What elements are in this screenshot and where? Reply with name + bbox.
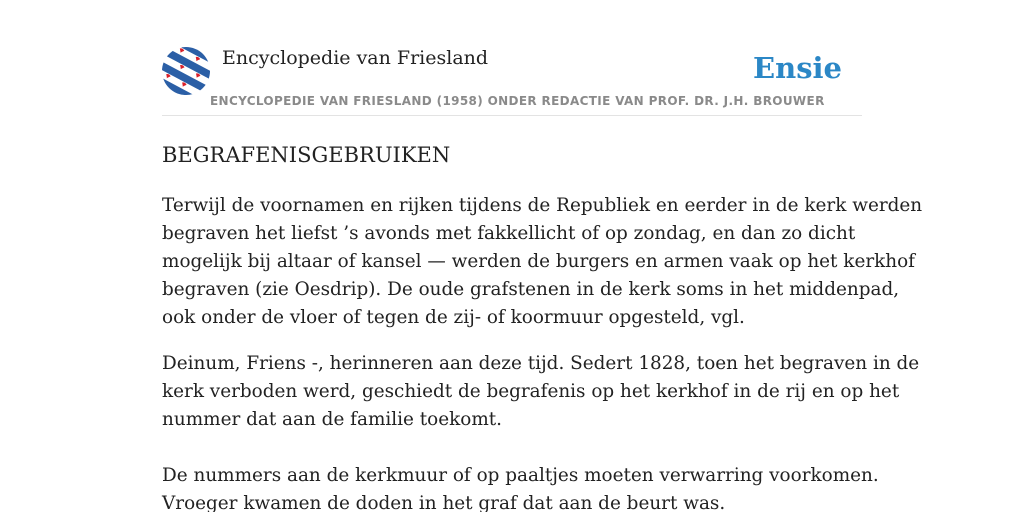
logo-svg xyxy=(162,47,210,95)
text-line: mogelijk bij altaar of kansel — werden de burgers en armen vaak op het kerkhof xyxy=(162,251,915,272)
frisian-flag-icon[interactable] xyxy=(162,47,210,95)
text-line: Terwijl de voornamen en rijken tijdens de Republiek en eerder in de kerk werden xyxy=(162,195,923,216)
article-title: BEGRAFENISGEBRUIKEN xyxy=(162,143,451,167)
brand-logo-text[interactable]: Ensie xyxy=(753,51,842,85)
text-line: nummer dat aan de familie toekomt. xyxy=(162,409,503,430)
header-divider xyxy=(162,115,862,116)
text-line: Vroeger kwamen de doden in het graf dat aan de beurt was. xyxy=(162,493,726,512)
text-line: begraven het liefst ’s avonds met fakkellicht of op zondag, en dan zo dicht xyxy=(162,223,856,244)
text-line: ook onder de vloer of tegen de zij- of koormuur opgesteld, vgl. xyxy=(162,307,745,328)
site-title[interactable]: Encyclopedie van Friesland xyxy=(222,47,489,69)
encyclopedia-subtitle: ENCYCLOPEDIE VAN FRIESLAND (1958) ONDER REDACTIE VAN PROF. DR. J.H. BROUWER xyxy=(210,94,825,108)
article-body xyxy=(162,192,923,512)
text-line: Deinum, Friens -, herinneren aan deze tijd. Sedert 1828, toen het begraven in de xyxy=(162,353,920,374)
text-line: begraven (zie Oesdrip). De oude grafstenen in de kerk soms in het middenpad, xyxy=(162,279,900,300)
paragraph-3 xyxy=(162,462,879,512)
paragraph-1 xyxy=(162,192,923,332)
text-line: kerk verboden werd, geschiedt de begrafenis op het kerkhof in de rij en op het xyxy=(162,381,900,402)
text-line: De nummers aan de kerkmuur of op paaltjes moeten verwarring voorkomen. xyxy=(162,465,879,486)
paragraph-2 xyxy=(162,350,920,434)
